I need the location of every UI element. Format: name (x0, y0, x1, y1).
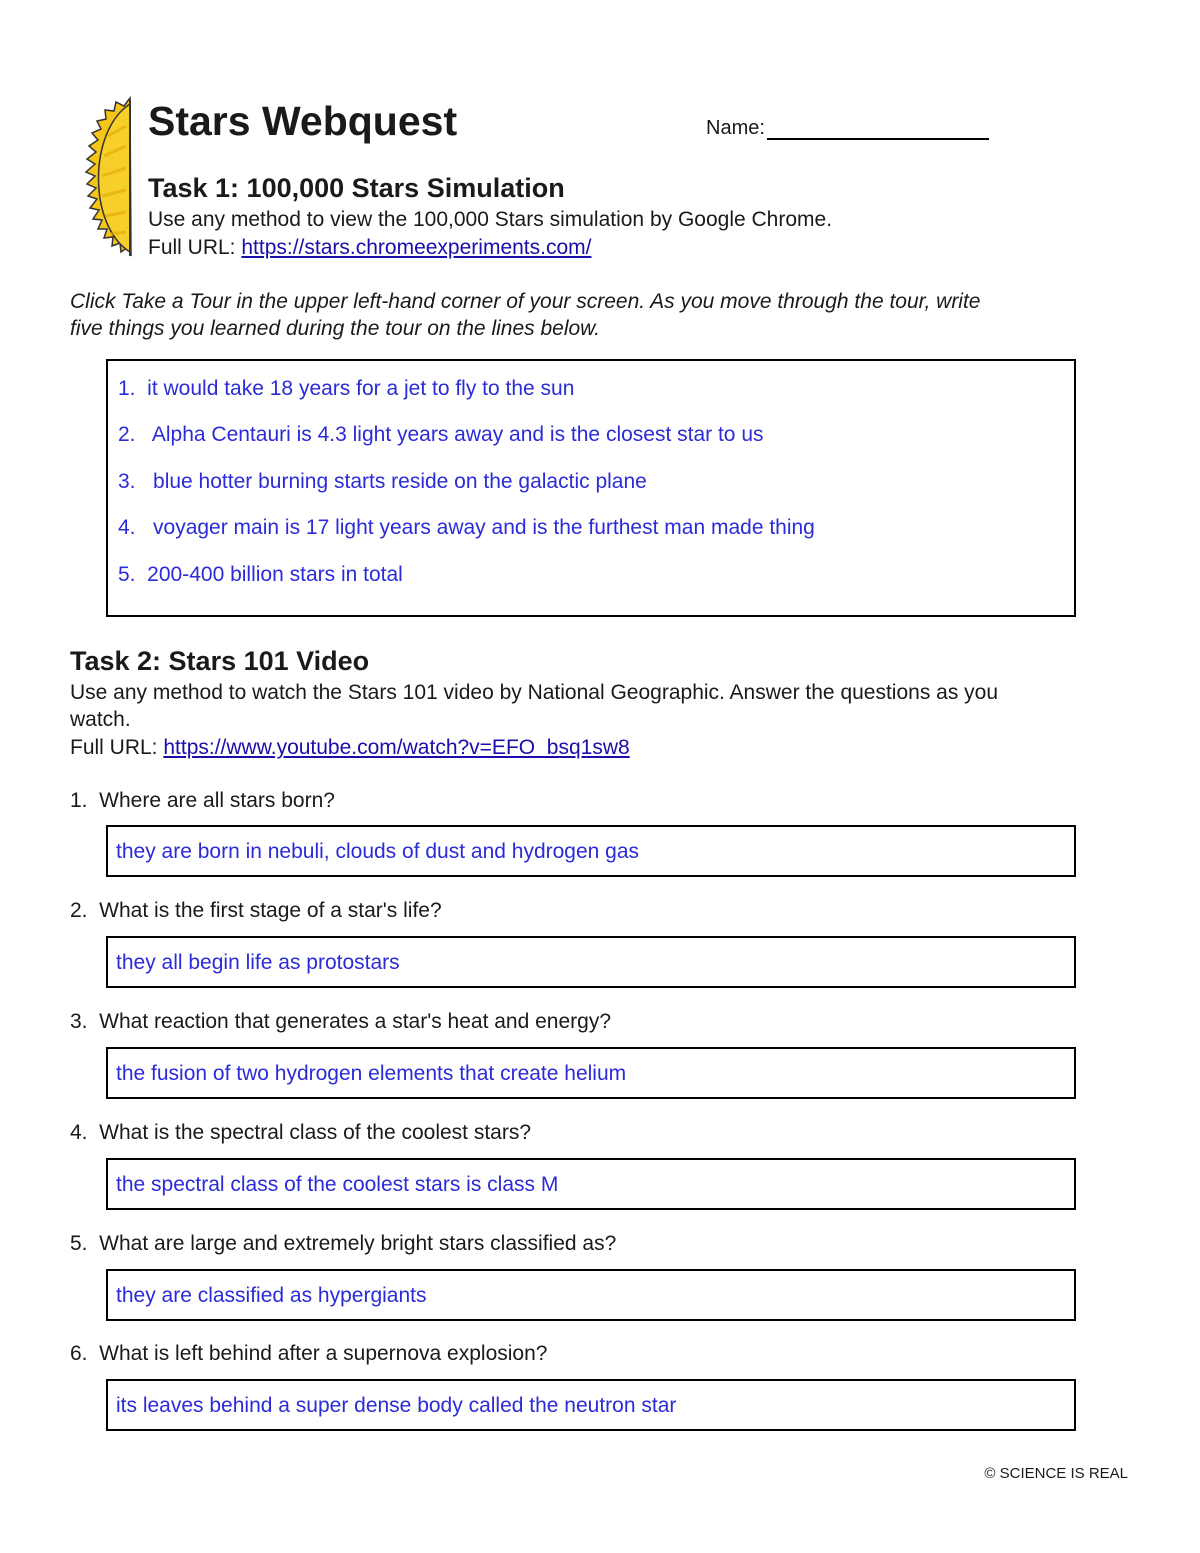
question-6: 6. What is left behind after a supernova explosion? (70, 1342, 548, 1365)
task2-instruction-line2: watch. (70, 708, 131, 731)
question-5: 5. What are large and extremely bright stars classified as? (70, 1232, 617, 1255)
task1-prompt-line2: five things you learned during the tour on the lines below. (70, 317, 601, 340)
answer-1: they are born in nebuli, clouds of dust and hydrogen gas (116, 840, 640, 863)
question-1: 1. Where are all stars born? (70, 789, 335, 812)
task2-instruction-line1: Use any method to watch the Stars 101 video by National Geographic. Answer the questions as you (70, 681, 999, 704)
task2-url-link[interactable]: https://www.youtube.com/watch?v=EFO_bsq1sw8 (163, 736, 630, 759)
page-title: Stars Webquest (148, 98, 458, 144)
task1-url-label: Full URL: (148, 236, 242, 259)
list-item: 1. it would take 18 years for a jet to fly to the sun (118, 377, 575, 400)
task2-url-label: Full URL: (70, 736, 164, 759)
answer-box-5[interactable] (106, 1269, 1076, 1321)
task1-answer-box[interactable] (106, 359, 1076, 617)
answer-box-1[interactable] (106, 825, 1076, 877)
task2-heading: Task 2: Stars 101 Video (70, 646, 370, 676)
name-underline[interactable] (767, 118, 989, 140)
answer-box-6[interactable] (106, 1379, 1076, 1431)
task1-heading: Task 1: 100,000 Stars Simulation (148, 173, 565, 203)
answer-2: they all begin life as protostars (116, 951, 400, 974)
name-label: Name: (706, 117, 765, 139)
name-field[interactable] (706, 117, 989, 140)
copyright-footer: © SCIENCE IS REAL (984, 1465, 1128, 1482)
half-sun-icon (68, 96, 138, 261)
answer-box-2[interactable] (106, 936, 1076, 988)
question-4: 4. What is the spectral class of the coolest stars? (70, 1121, 532, 1144)
answer-box-3[interactable] (106, 1047, 1076, 1099)
answer-3: the fusion of two hydrogen elements that create helium (116, 1062, 627, 1085)
task2-url-line (70, 734, 630, 762)
answer-4: the spectral class of the coolest stars is class M (116, 1173, 559, 1196)
task1-prompt-line1: Click Take a Tour in the upper left-hand corner of your screen. As you move through the tour, write (70, 290, 981, 313)
answer-5: they are classified as hypergiants (116, 1284, 427, 1307)
list-item: 5. 200-400 billion stars in total (118, 563, 403, 586)
question-3: 3. What reaction that generates a star's heat and energy? (70, 1010, 612, 1033)
task1-instruction: Use any method to view the 100,000 Stars simulation by Google Chrome. (148, 208, 833, 231)
list-item: 2. Alpha Centauri is 4.3 light years away and is the closest star to us (118, 423, 764, 446)
answer-6: its leaves behind a super dense body called the neutron star (116, 1394, 677, 1417)
list-item: 4. voyager main is 17 light years away and is the furthest man made thing (118, 516, 815, 539)
answer-box-4[interactable] (106, 1158, 1076, 1210)
list-item: 3. blue hotter burning starts reside on the galactic plane (118, 470, 647, 493)
question-2: 2. What is the first stage of a star's life? (70, 899, 442, 922)
task1-url-link[interactable]: https://stars.chromeexperiments.com/ (241, 236, 592, 259)
task1-url-line (148, 234, 591, 262)
